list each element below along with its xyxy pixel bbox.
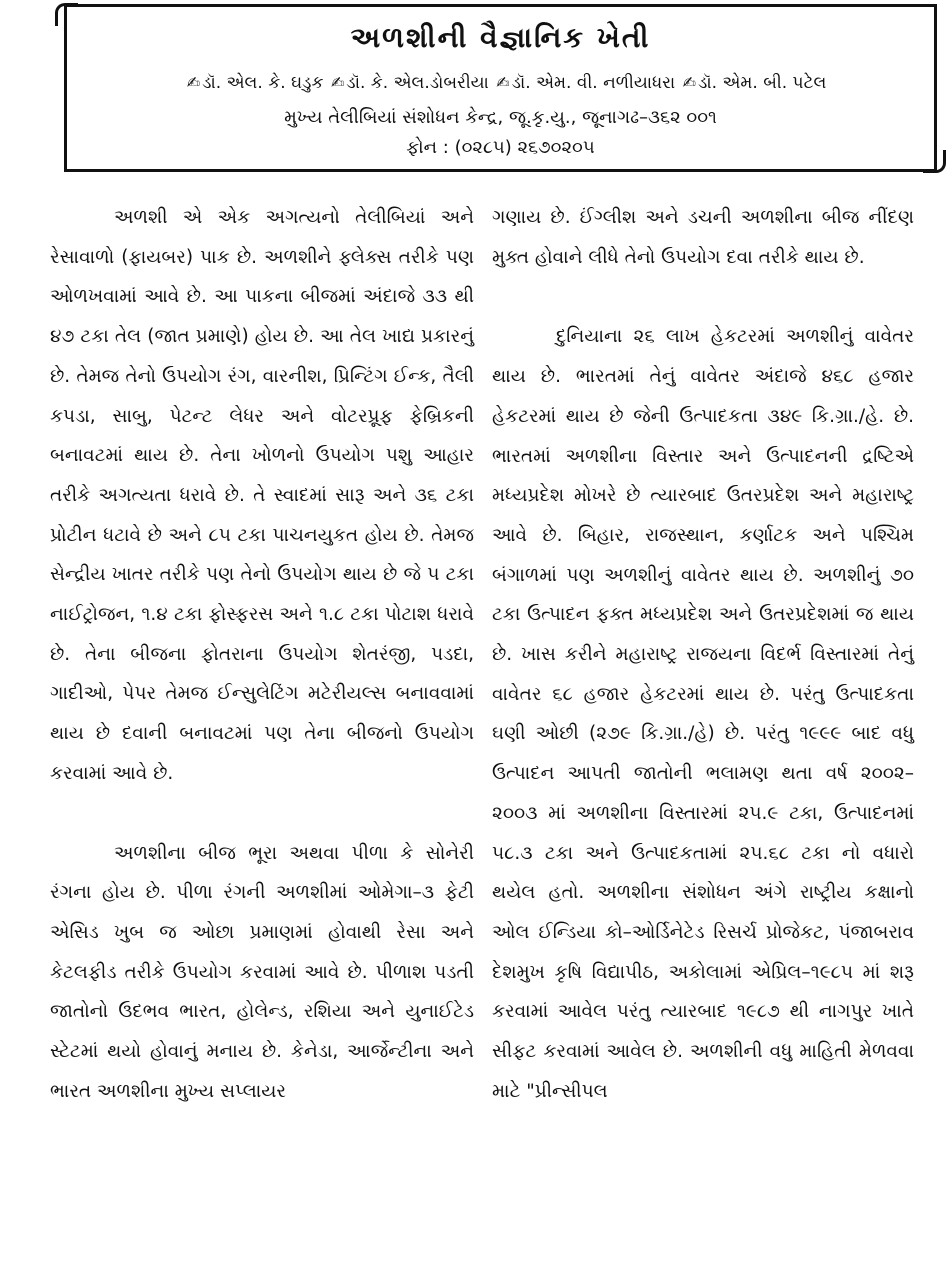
- left-column: [50, 198, 474, 1111]
- pen-icon: ✍: [682, 73, 696, 92]
- author-name: ડૉ. એમ. બી. પટેલ: [697, 73, 827, 93]
- paragraph: અળશી એ એક અગત્યનો તેલીબિયાં અને રેસાવાળો (ફાયબર) પાક છે. અળશીને ફ્લેક્સ તરીકે પણ ઓળખવામાં આવે છે. આ પાકના બીજમાં અંદાજે ૩૩ થી ૪૭ ટકા તેલ (જાત પ્રમાણે) હોય છે. આ તેલ ખાદ્ય પ્રકારનું છે. તેમજ તેનો ઉપયોગ રંગ, વારનીશ, પ્રિન્ટિંગ ઈન્ક, તૈલી કપડા, સાબુ, પેટન્ટ લેધર અને વોટરપ્રૂફ ફેબ્રિકની બનાવટમાં થાય છે. તેના ખોળનો ઉપયોગ પશુ આહાર તરીકે અગત્યતા ધરાવે છે. તે સ્વાદમાં સારૂ અને ૩૬ ટકા પ્રોટીન ધટાવે છે અને ૮૫ ટકા પાચનયુકત હોય છે. તેમજ સેન્દ્રીય ખાતર તરીકે પણ તેનો ઉપયોગ થાય છે જે ૫ ટકા નાઈટ્રોજન, ૧.૪ ટકા ફોસ્ફરસ અને ૧.૮ ટકા પોટાશ ધરાવે છે. તેના બીજના ફોતરાના ઉપયોગ શેતરંજી, પડદા, ગાદીઓ, પેપર તેમજ ઈન્સુલેટિંગ મટેરીયલ્સ બનાવવામાં થાય છે દવાની બનાવટમાં પણ તેના બીજનો ઉપયોગ કરવામાં આવે છે.: [50, 207, 474, 784]
- paragraph: અળશીના બીજ ભૂરા અથવા પીળા કે સોનેરી રંગના હોય છે. પીળા રંગની અળશીમાં ઓમેગા–૩ ફેટી એસિડ ખુબ જ ઓછા પ્રમાણમાં હોવાથી રેસા અને કેટલફીડ તરીકે ઉપયોગ કરવામાં આવે છે. પીળાશ પડતી જાતોનો ઉદભવ ભારત, હોલેન્ડ, રશિયા અને યુનાઈટેડ સ્ટેટમાં થયો હોવાનું મનાય છે. કેનેડા, આર્જેન્ટીના અને ભારત અળશીના મુખ્ય સપ્લાયર: [50, 842, 474, 1102]
- institute-address: મુખ્ય તેલીબિયાં સંશોધન કેન્દ્ર, જૂ.કૃ.યુ., જૂનાગઢ–૩૬૨ ૦૦૧: [284, 107, 717, 128]
- paragraph: દુનિયાના ૨૬ લાખ હેકટરમાં અળશીનું વાવેતર થાય છે. ભારતમાં તેનું વાવેતર અંદાજે ૪૬૮ હજાર હેકટરમાં થાય છે જેની ઉત્પાદકતા ૩૪૯ કિ.ગ્રા./હે. છે. ભારતમાં અળશીના વિસ્તાર અને ઉત્પાદનની દ્રષ્ટિએ મધ્યપ્રદેશ મોખરે છે ત્યારબાદ ઉતરપ્રદેશ અને મહારાષ્ટ્ર આવે છે. બિહાર, રાજસ્થાન, કર્ણાટક અને પશ્ચિમ બંગાળમાં પણ અળશીનું વાવેતર થાય છે. અળશીનું ૭૦ ટકા ઉત્પાદન ફક્ત મધ્યપ્રદેશ અને ઉતરપ્રદેશમાં જ થાય છે. ખાસ કરીને મહારાષ્ટ્ર રાજયના વિદર્ભ વિસ્તારમાં તેનું વાવેતર ૬૮ હજાર હેકટરમાં થાય છે. પરંતુ ઉત્પાદકતા ઘણી ઓછી (૨૭૯ કિ.ગ્રા./હે) છે. પરંતુ ૧૯૯૯ બાદ વધુ ઉત્પાદન આપતી જાતોની ભલામણ થતા વર્ષ ૨૦૦૨–૨૦૦૩ માં અળશીના વિસ્તારમાં ૨૫.૯ ટકા, ઉત્પાદનમાં ૫૮.૩ ટકા અને ઉત્પાદકતામાં ૨૫.૬૮ ટકા નો વધારો થયેલ હતો. અળશીના સંશોધન અંગે રાષ્ટ્રીય કક્ષાનો ઓલ ઈન્ડિયા કો–ઓર્ડિનેટેડ રિસર્ચ પ્રોજેકટ, પંજાબરાવ દેશમુખ કૃષિ વિદ્યાપીઠ, અકોલામાં એપ્રિલ–૧૯૮૫ માં શરૂ કરવામાં આવેલ પરંતુ ત્યારબાદ ૧૯૮૭ થી નાગપુર ખાતે સીફટ કરવામાં આવેલ છે. અળશીની વધુ માહિતી મેળવવા માટે "પ્રીન્સીપલ: [492, 326, 914, 1102]
- author-name: ડૉ. એલ. કે. ઘડુક: [202, 73, 324, 93]
- article-title: અળશીની વૈજ્ઞાનિક ખેતી: [350, 21, 651, 54]
- pen-icon: ✍: [496, 73, 510, 92]
- author-line: [97, 73, 914, 93]
- phone-number: ફોન : (૦૨૮૫) ૨૬૭૦૨૦૫: [406, 137, 595, 158]
- article-header-box: [64, 4, 937, 172]
- author-name: ડૉ. એમ. વી. નળીયાધરા: [511, 73, 676, 93]
- author-name: ડૉ. કે. એલ.ડોબરીયા: [346, 73, 489, 93]
- pen-icon: ✍: [330, 73, 345, 92]
- pen-icon: ✍: [186, 73, 201, 92]
- right-column: [492, 198, 914, 1111]
- paragraph: ગણાય છે. ઈંગ્લીશ અને ડચની અળશીના બીજ નીંદણ મુક્ત હોવાને લીધે તેનો ઉપયોગ દવા તરીકે થાય છે.: [492, 207, 914, 268]
